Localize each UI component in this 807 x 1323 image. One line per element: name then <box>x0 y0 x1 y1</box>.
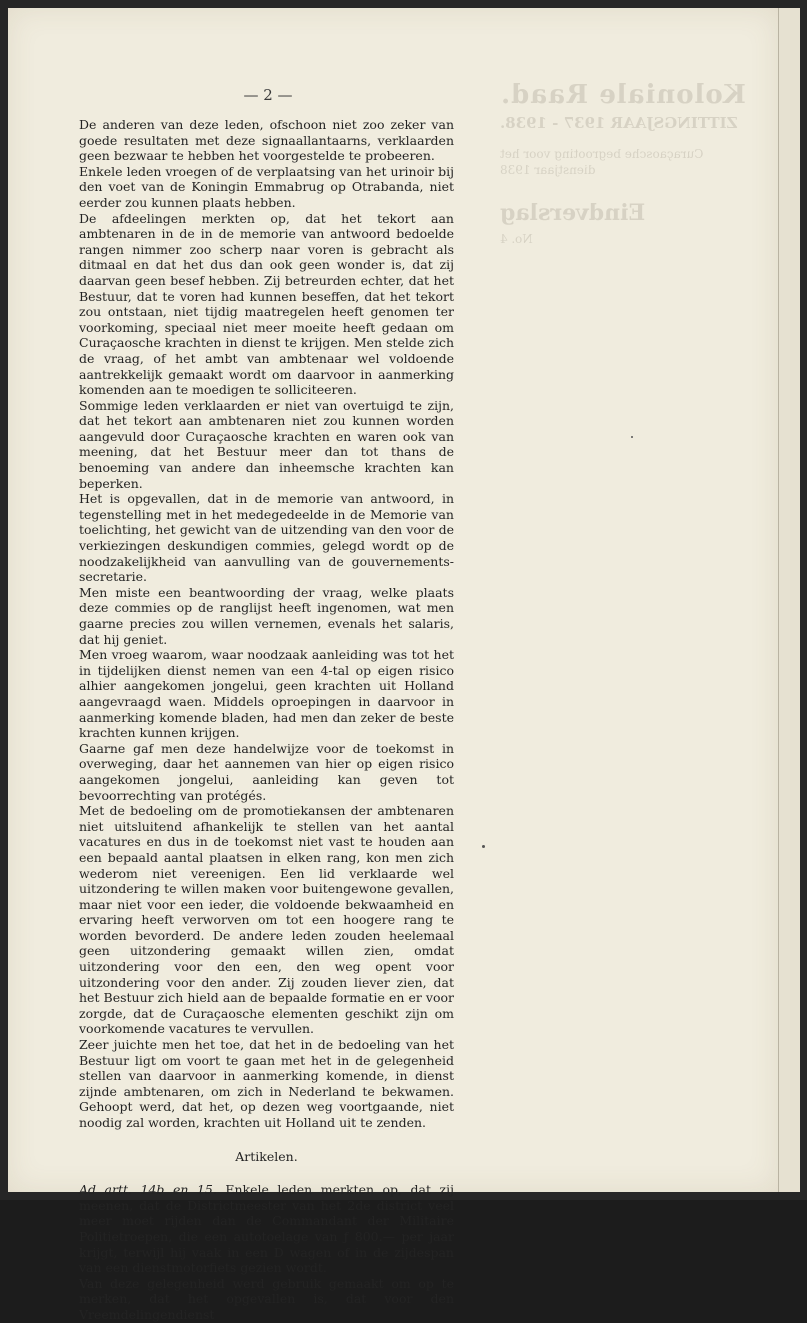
paragraph: Het is opgevallen, dat in de memorie van antwoord, in tegenstelling met in het medegedeelde in de Memorie van toelichting, het gewicht van de uitzending van den voor de verkiezingen deskundigen commies, gelegd wordt op de noodzakelijkheid van aanvulling van de gouvernements-secretarie. <box>79 491 454 585</box>
ghost-line: Curaçaosche begrooting voor het dienstjaar 1938 <box>500 147 704 177</box>
article-label: Ad artt. 14b en 15. <box>79 1182 217 1198</box>
bleed-through-text <box>500 80 760 250</box>
paragraph: Enkele leden vroegen of de verplaatsing van het urinoir bij den voet van de Koningin Emmabrug op Otrabanda, niet eerder zou kunnen plaats hebben. <box>79 163 454 210</box>
section-heading: Artikelen. <box>235 1148 298 1164</box>
article-text: Enkele leden merkten op, dat zij meenen, dat de Districtmeester van het 2de district veel meer moet rijden dan de Commandant der Militaire Politietroepen, die een autotoelage van ƒ 800.— per jaar krijgt, terwijl hij vaak in een D wagen of in de zijdespan van een dienstmotorfiets gezien wordt. <box>79 1182 455 1276</box>
page-number: — 2 — <box>243 86 293 104</box>
dust-speck <box>631 436 633 438</box>
page-edge <box>778 8 800 1192</box>
ghost-line: Eindverslag <box>500 200 646 226</box>
paragraph: Zeer juichte men het toe, dat het in de bedoeling van het Bestuur ligt om voort te gaan met het in de gelegenheid stellen van daarvoor in aanmerking komende, in dienst zijnde ambtenaren, om zich in Nederland te bekwamen. Gehoopt werd, dat het, op dezen weg voortgaande, niet noodig zal worden, krachten uit Holland uit te zenden. <box>79 1037 454 1130</box>
paragraph: Gaarne gaf men deze handelwijze voor de toekomst in overweging, daar het aannemen van hier op eigen risico aangekomen jongelui, aanleiding kan geven tot bevoorrechting van protégés. <box>79 740 454 803</box>
ghost-line: Koloniale Raad. <box>500 80 746 110</box>
paragraph: Met de bedoeling om de promotiekansen der ambtenaren niet uitsluitend afhankelijk te stellen van het aantal vacatures en dus in de toekomst niet vast te houden aan een bepaald aantal plaatsen in elken rang, kon men zich wederom niet vereenigen. Een lid verklaarde wel uitzondering te willen maken voor buitengewone gevallen, maar niet voor een ieder, die voldoende bekwaamheid en ervaring heeft verworven om tot een hoogere rang te worden bevorderd. De andere leden zouden heelemaal geen uitzondering gemaakt willen zien, omdat uitzondering voor den een, den weg opent voor uitzondering voor den ander. Zij zouden liever zien, dat het Bestuur zich hield aan de bepaalde formatie en er voor zorgde, dat de Curaçaosche elementen geschikt zijn om voorkomende vacatures te vervullen. <box>79 803 454 1037</box>
dust-speck <box>482 845 485 848</box>
body-text <box>79 117 454 1323</box>
paragraph: Men vroeg waarom, waar noodzaak aanleiding was tot het in tijdelijken dienst nemen van een 4-tal op eigen risico alhier aangekomen jongelui, geen krachten uit Holland aangevraagd waen. Middels oproepingen in daarvoor in aanmerking komende bladen, had men dan zeker de beste krachten kunnen krijgen. <box>79 647 454 741</box>
article-paragraph <box>79 1182 454 1276</box>
paragraph: Men miste een beantwoording der vraag, welke plaats deze commies op de ranglijst heeft ingenomen, wat men gaarne precies zou willen vernemen, evenals het salaris, dat hij geniet. <box>79 584 454 647</box>
paragraph: Sommige leden verklaarden er niet van overtuigd te zijn, dat het tekort aan ambtenaren niet zou kunnen worden aangevuld door Curaçaosche krachten en waren ook van meening, dat het Bestuur meer dan tot thans de benoeming van andere dan inheemsche krachten kan beperken. <box>79 397 454 491</box>
paragraph: Van deze gelegenheid werd gebruik gemaakt om op te merken, dat het opgevallen is, dat voor den Vreemdelingendienst <box>79 1275 454 1322</box>
paragraph: De afdeelingen merkten op, dat het tekort aan ambtenaren in de in de memorie van antwoord bedoelde rangen nimmer zoo scherp naar voren is gebracht als ditmaal en dat het dus dan ook geen wonder is, dat zij daarvan geen besef hebben. Zij betreurden echter, dat het Bestuur, dat te voren had kunnen beseffen, dat het tekort zou ontstaan, niet tijdig maatregelen heeft genomen ter voorkoming, speciaal niet meer moeite heeft gedaan om Curaçaosche krachten in dienst te krijgen. Men stelde zich de vraag, of het ambt van ambtenaar wel voldoende aantrekkelijk gemaakt wordt om daarvoor in aanmerking komenden aan te moedigen te solliciteeren. <box>79 210 454 398</box>
paragraph: De anderen van deze leden, ofschoon niet zoo zeker van goede resultaten met deze signaallantaarns, verklaarden geen bezwaar te hebben het voorgestelde te probeeren. <box>79 117 454 164</box>
ghost-line: No. 4 <box>500 232 533 246</box>
ghost-line: ZITTINGSJAAR 1937 - 1938. <box>500 114 738 132</box>
